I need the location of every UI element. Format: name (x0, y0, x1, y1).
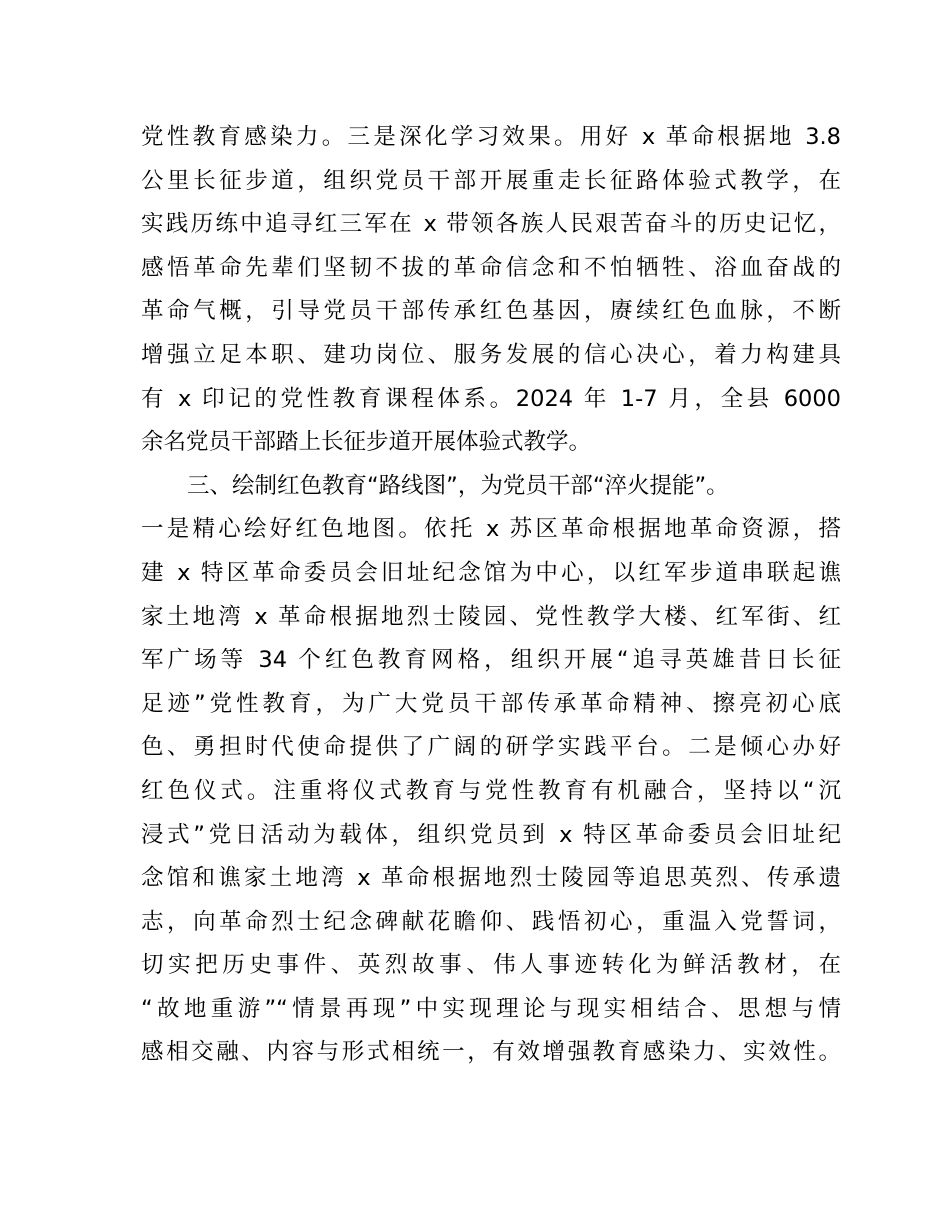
text-line: 足迹”党性教育，为广大党员干部传承革命精神、擦亮初心底 (141, 690, 841, 717)
document-body (141, 116, 841, 1075)
text-line: 红色仪式。注重将仪式教育与党性教育有机融合，坚持以“沉 (141, 777, 841, 804)
text-line: 感相交融、内容与形式相统一，有效增强教育感染力、实效性。 (141, 1039, 841, 1066)
text-line: 建 x 特区革命委员会旧址纪念馆为中心，以红军步道串联起谯 (141, 559, 841, 586)
text-line: 余名党员干部踏上长征步道开展体验式教学。 (141, 429, 592, 456)
text-line: “故地重游”“情景再现”中实现理论与现实相结合、思想与情 (141, 995, 841, 1022)
text-line: 家土地湾 x 革命根据地烈士陵园、党性教学大楼、红军街、红 (141, 603, 841, 630)
text-line: 增强立足本职、建功岗位、服务发展的信心决心，着力构建具 (141, 341, 841, 368)
text-line: 实践历练中追寻红三军在 x 带领各族人民艰苦奋斗的历史记忆， (141, 211, 841, 238)
text-line: 有 x 印记的党性教育课程体系。2024 年 1-7 月，全县 6000 (141, 385, 841, 412)
text-line: 色、勇担时代使命提供了广阔的研学实践平台。二是倾心办好 (141, 734, 841, 761)
text-line: 浸式”党日活动为载体，组织党员到 x 特区革命委员会旧址纪 (141, 821, 841, 848)
text-line: 一是精心绘好红色地图。依托 x 苏区革命根据地革命资源，搭 (141, 516, 841, 543)
text-line: 念馆和谯家土地湾 x 革命根据地烈士陵园等追思英烈、传承遗 (141, 865, 841, 892)
text-line: 公里长征步道，组织党员干部开展重走长征路体验式教学，在 (141, 167, 841, 194)
text-line: 感悟革命先辈们坚韧不拔的革命信念和不怕牺牲、浴血奋战的 (141, 254, 841, 281)
section-heading-line: 三、绘制红色教育“路线图”，为党员干部“淬火提能”。 (187, 472, 729, 499)
text-line: 军广场等 34 个红色教育网格，组织开展“追寻英雄昔日长征 (141, 647, 841, 674)
text-line: 切实把历史事件、英烈故事、伟人事迹转化为鲜活教材，在 (141, 952, 841, 979)
text-line: 志，向革命烈士纪念碑献花瞻仰、践悟初心，重温入党誓词， (141, 908, 841, 935)
text-line: 革命气概，引导党员干部传承红色基因，赓续红色血脉，不断 (141, 298, 841, 325)
text-line: 党性教育感染力。三是深化学习效果。用好 x 革命根据地 3.8 (141, 124, 841, 150)
